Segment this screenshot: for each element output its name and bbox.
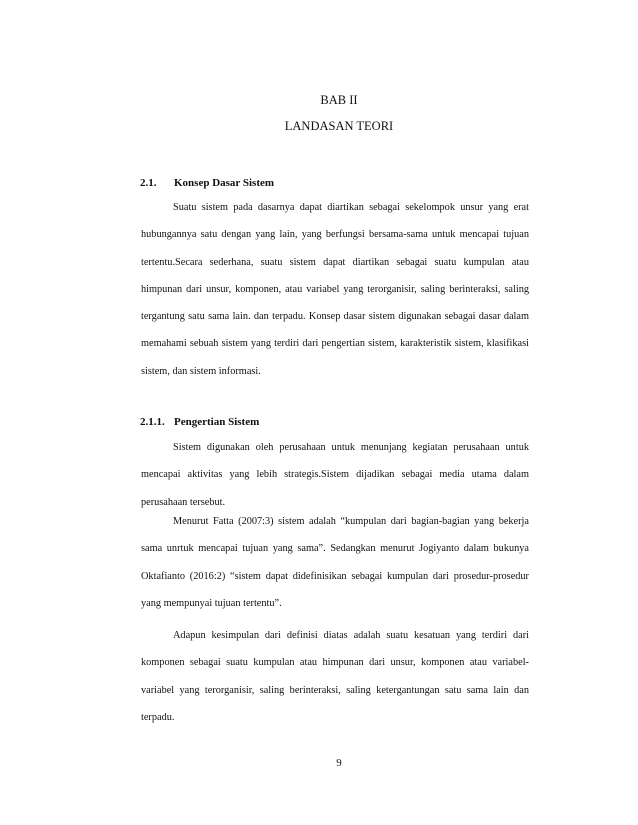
section-title: Pengertian Sistem (174, 416, 260, 428)
section-number: 2.1.1. (140, 416, 165, 428)
section-title: Konsep Dasar Sistem (174, 177, 275, 189)
chapter-label: BAB II (320, 93, 358, 107)
page-number: 9 (336, 757, 342, 769)
paragraph-pengertian-1: Sistem digunakan oleh perusahaan untuk menunjang kegiatan perusahaan untuk mencapai aktivitas yang lebih strategis.Sistem dijadikan sebagai media utama dalam perusahaan tersebut. (141, 442, 529, 508)
section-number: 2.1. (140, 177, 157, 189)
paragraph-pengertian-2: Menurut Fatta (2007:3) sistem adalah “kumpulan dari bagian-bagian yang bekerja sama unrtuk mencapai tujuan yang sama”. Sedangkan menurut Jogiyanto dalam bukunya Oktafianto (2016:2) “sistem dapat didefinisikan sebagai kumpulan dari prosedur-prosedur yang mempunyai tujuan tertentu”. (141, 516, 529, 609)
paragraph-konsep-dasar: Suatu sistem pada dasarnya dapat diartikan sebagai sekelompok unsur yang erat hubungannya satu dengan yang lain, yang berfungsi bersama-sama untuk mencapai tujuan tertentu.Secara sederhana, suatu sistem dapat diartikan sebagai suatu kumpulan atau himpunan dari unsur, komponen, atau variabel yang terorganisir, saling berinteraksi, saling tergantung satu sama lain. dan terpadu. Konsep dasar sistem digunakan sebagai dasar dalam memahami sebuah sistem yang terdiri dari pengertian sistem, karakteristik sistem, klasifikasi sistem, dan sistem informasi. (141, 202, 529, 377)
paragraph-pengertian-3: Adapun kesimpulan dari definisi diatas adalah suatu kesatuan yang terdiri dari komponen sebagai suatu kumpulan atau himpunan dari unsur, komponen atau variabel-variabel yang terorganisir, saling berinteraksi, saling ketergantungan satu sama lain dan terpadu. (141, 630, 529, 723)
chapter-title: LANDASAN TEORI (284, 119, 394, 133)
